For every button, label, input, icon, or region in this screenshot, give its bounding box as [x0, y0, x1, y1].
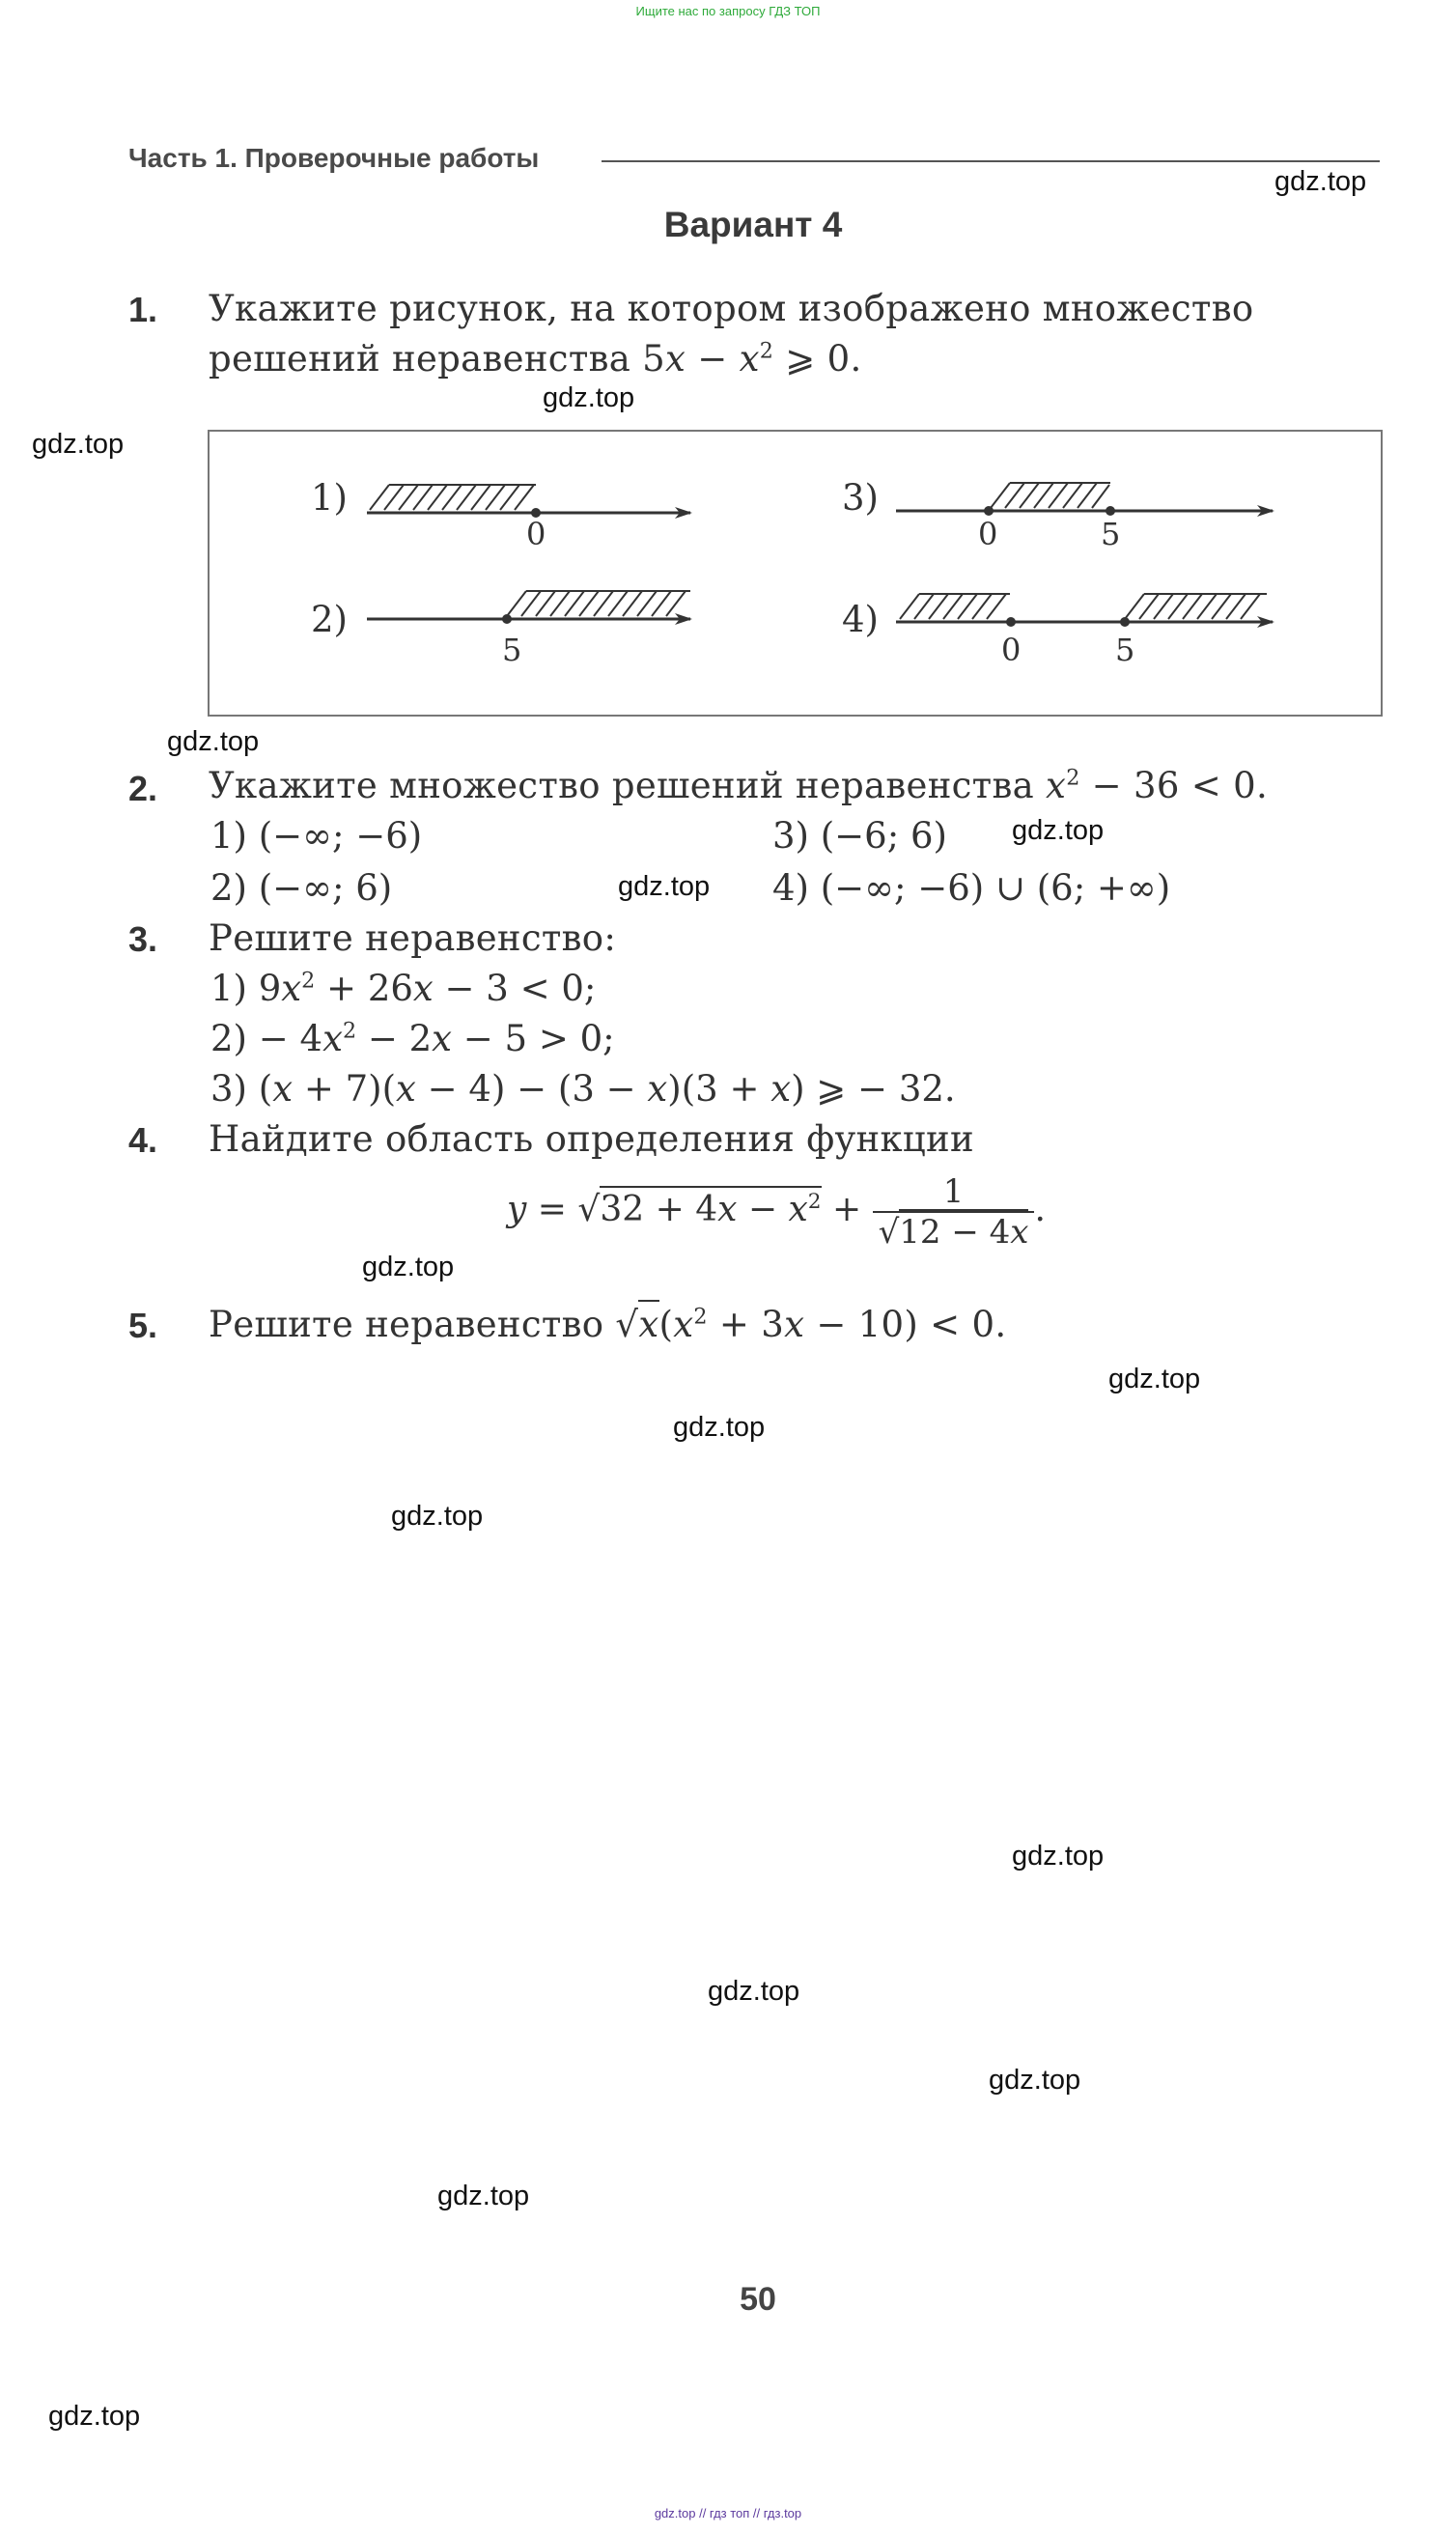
question-3-text: Решите неравенство:: [209, 917, 617, 959]
page-title: Вариант 4: [663, 205, 843, 244]
question-1-line2-text: решений неравенства 5: [209, 338, 665, 380]
question-1-line2: решений неравенства $5x - x^2$ ⩾ 0.: [209, 338, 862, 380]
watermark: gdz.top: [543, 382, 635, 413]
point-0: [984, 506, 994, 516]
watermark: gdz.top: [989, 2065, 1081, 2096]
point-5: [1106, 506, 1115, 516]
question-2-text-label: Укажите множество решений неравенства: [209, 765, 1034, 806]
question-3-item-1-label: 1): [210, 968, 247, 1009]
watermark: gdz.top: [618, 871, 711, 902]
question-2-option-1: 1) (−∞; −6): [210, 815, 423, 857]
tick-label-5: 5: [1101, 516, 1121, 552]
question-2-text: Укажите множество решений неравенства $x^2 - 36 < 0$.: [209, 765, 1269, 806]
question-3-item-2: $2) - 4x^2 - 2x - 5 > 0$;: [210, 1018, 615, 1059]
page-number: 50: [740, 2281, 776, 2318]
question-2-option-3: 3) (−6; 6): [772, 815, 947, 857]
tick-label-5: 5: [1115, 632, 1135, 668]
question-5-text-label: Решите неравенство: [209, 1304, 604, 1345]
point-5: [502, 614, 512, 624]
question-1-number: 1.: [128, 290, 158, 329]
watermark: gdz.top: [1108, 1364, 1201, 1394]
question-3-number: 3.: [128, 919, 158, 959]
point-0: [1006, 617, 1016, 627]
number-line-3: [896, 483, 1273, 516]
question-2-number: 2.: [128, 769, 158, 808]
watermark: gdz.top: [1012, 815, 1105, 846]
point-5: [1120, 617, 1130, 627]
watermark: gdz.top: [1274, 166, 1367, 197]
tick-label-0: 0: [1001, 632, 1022, 668]
figure-label-2: 2): [311, 599, 348, 640]
question-3-item-3-label: 3): [210, 1068, 247, 1110]
tick-label-0: 0: [978, 516, 998, 552]
number-line-4: [896, 594, 1273, 627]
question-2-option-4: 4) (−∞; −6) ∪ (6; +∞): [772, 867, 1171, 909]
top-banner[interactable]: Ищите нас по запросу ГДЗ ТОП: [635, 4, 821, 18]
watermark: gdz.top: [32, 429, 125, 460]
watermark: gdz.top: [362, 1252, 455, 1282]
question-1-line1: Укажите рисунок, на котором изображено множество: [209, 288, 1254, 329]
watermark: gdz.top: [673, 1412, 766, 1443]
question-5-number: 5.: [128, 1306, 158, 1345]
question-4-number: 4.: [128, 1120, 158, 1160]
number-line-1: [367, 485, 690, 518]
watermark: gdz.top: [708, 1976, 800, 2007]
tick-label-5: 5: [502, 632, 522, 668]
question-4-text: Найдите область определения функции: [209, 1118, 974, 1160]
question-2-option-2: 2) (−∞; 6): [210, 867, 393, 909]
question-3-item-1: 1) $9x^2 + 26x - 3 < 0$;: [210, 968, 597, 1009]
watermark: gdz.top: [391, 1501, 484, 1532]
question-3-item-3: 3) (x + 7)(x − 4) − (3 − x)(3 + x) ⩾ − 32.: [210, 1068, 956, 1110]
watermark: gdz.top: [437, 2181, 530, 2211]
question-3-item-2-label: 2): [210, 1018, 247, 1059]
tick-label-0: 0: [526, 516, 546, 552]
figure-label-1: 1): [311, 477, 348, 519]
figure-label-4: 4): [842, 599, 879, 640]
number-line-2: [367, 591, 690, 624]
question-4-formula: $y = √32 + 4x - x^2$ + $\frac{1}{√12 - 4x}$ .: [507, 1172, 1046, 1252]
figure-label-3: 3): [842, 477, 879, 519]
section-header: Часть 1. Проверочные работы: [128, 143, 540, 173]
footer-links[interactable]: gdz.top // гдз топ // гдз.top: [654, 2506, 802, 2520]
watermark: gdz.top: [48, 2401, 141, 2432]
watermark: gdz.top: [167, 726, 260, 757]
question-5-text: Решите неравенство $√x(x^2 + 3x - 10) < 0$.: [209, 1304, 1006, 1345]
watermark: gdz.top: [1012, 1841, 1105, 1872]
